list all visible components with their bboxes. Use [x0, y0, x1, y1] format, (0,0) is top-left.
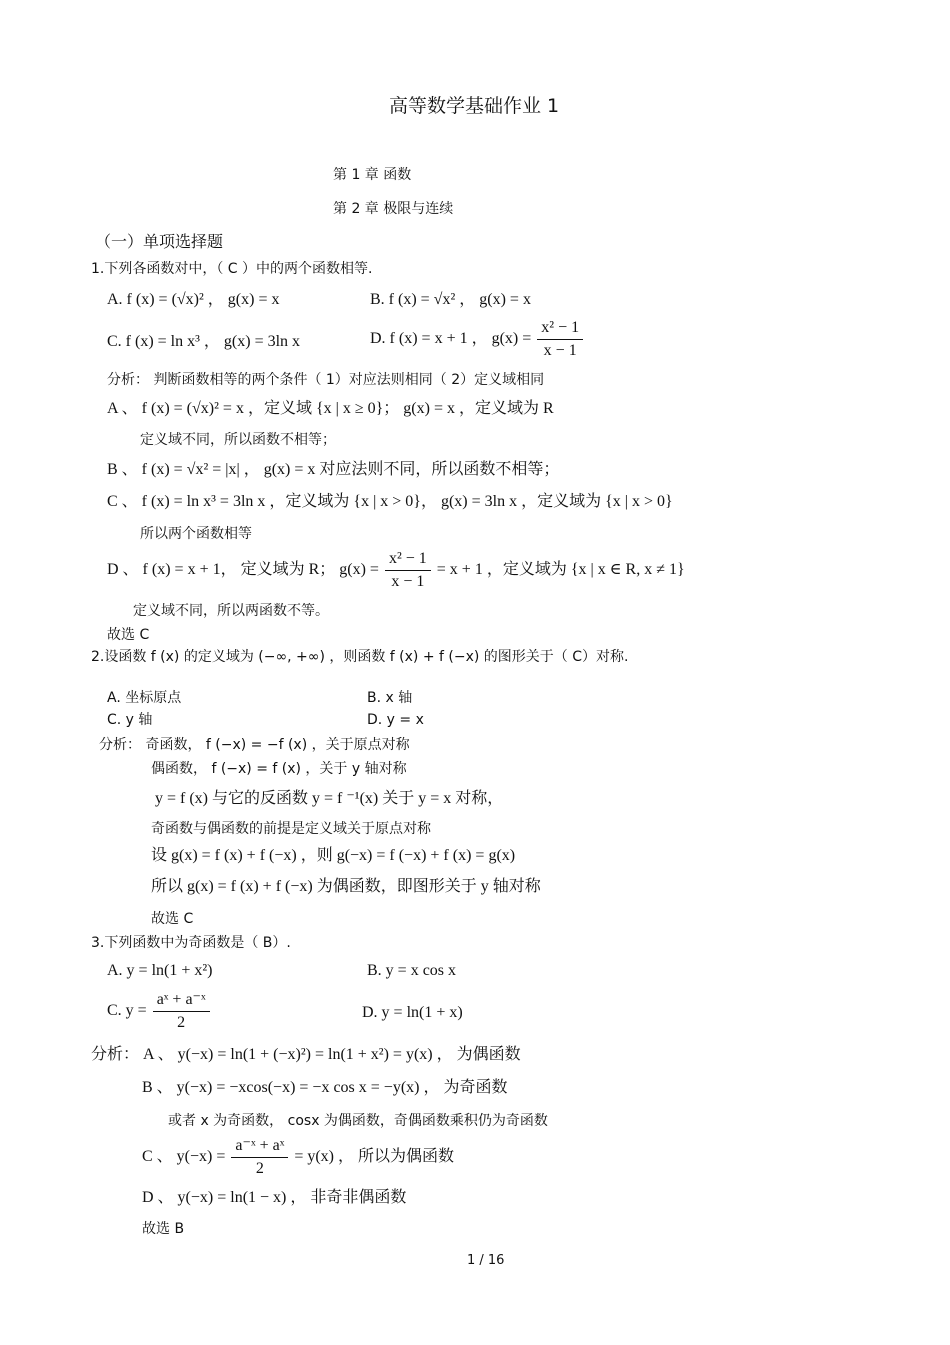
q1-analysis-d-right: = x + 1 ，定义域为 {x | x ∈ R, x ≠ 1}: [436, 561, 685, 579]
q1-option-d: [370, 318, 585, 361]
q3-option-c-denominator: 2: [177, 1014, 186, 1031]
q2-answer: 故选 C: [151, 911, 194, 927]
q2-option-c: C. y 轴: [107, 712, 153, 728]
q1-option-d-denominator: x − 1: [543, 342, 577, 359]
q1-option-d-fraction: [537, 318, 583, 361]
q1-stem: 1.下列各函数对中，（ C ）中的两个函数相等.: [91, 261, 373, 277]
q2-option-b: B. x 轴: [367, 690, 413, 706]
q1-analysis-d-left: D 、 f (x) = x + 1， 定义域为 R； g(x) =: [107, 561, 379, 579]
page-number: 1 / 16: [467, 1253, 505, 1268]
q3-option-a: A. y = ln(1 + x²): [107, 962, 213, 979]
q2-analysis-premise: 奇函数与偶函数的前提是定义域关于原点对称: [151, 821, 431, 837]
section-heading: （一）单项选择题: [95, 232, 224, 251]
q1-option-b: B. f (x) = √x² ， g(x) = x: [370, 291, 531, 308]
q3-analysis-c-numerator: a⁻ˣ + aˣ: [231, 1136, 288, 1158]
q3-analysis-c-left: C 、 y(−x) =: [142, 1148, 226, 1166]
q3-analysis-c-denominator: 2: [255, 1160, 264, 1177]
q1-analysis-d-denominator: x − 1: [391, 573, 425, 590]
q3-analysis-a: 分析： A 、 y(−x) = ln(1 + (−x)²) = ln(1 + x²) = y(x) ， 为偶函数: [91, 1046, 521, 1063]
q3-analysis-c: [142, 1136, 454, 1179]
q2-option-a: A. 坐标原点: [107, 690, 182, 706]
q3-analysis-c-right: = y(x) ， 所以为偶函数: [294, 1148, 454, 1166]
page-title: 高等数学基础作业 1: [389, 95, 560, 117]
q1-analysis-a: A 、 f (x) = (√x)² = x ，定义域 {x | x ≥ 0}； g(x) = x ，定义域为 R: [107, 400, 554, 417]
q3-option-c-left: C. y =: [107, 1002, 147, 1020]
q3-analysis-b: B 、 y(−x) = −xcos(−x) = −x cos x = −y(x) ， 为奇函数: [142, 1079, 508, 1096]
q1-analysis-c: C 、 f (x) = ln x³ = 3ln x ，定义域为 {x | x > 0}， g(x) = 3ln x ，定义域为 {x | x > 0}: [107, 493, 673, 510]
q2-analysis-odd: 分析： 奇函数， f (−x) = −f (x) ，关于原点对称: [99, 737, 410, 753]
q3-option-c: [107, 990, 212, 1033]
q3-option-b: B. y = x cos x: [367, 962, 457, 979]
q2-stem: 2.设函数 f (x) 的定义域为 (−∞, +∞) ，则函数 f (x) + f (−x) 的图形关于（ C）对称.: [91, 649, 629, 665]
q1-analysis-d-numerator: x² − 1: [385, 549, 431, 571]
chapter-2-heading: 第 2 章 极限与连续: [333, 201, 454, 217]
q2-option-d: D. y = x: [367, 712, 424, 728]
q1-analysis-c-note: 所以两个函数相等: [140, 526, 252, 542]
q1-option-d-left: D. f (x) = x + 1 ， g(x) =: [370, 330, 532, 348]
q3-analysis-d: D 、 y(−x) = ln(1 − x) ， 非奇非偶函数: [142, 1189, 407, 1206]
q1-analysis-d-fraction: [385, 549, 431, 592]
q1-option-d-numerator: x² − 1: [537, 318, 583, 340]
q3-option-c-fraction: [153, 990, 210, 1033]
q1-analysis-d-note: 定义域不同，所以两函数不等。: [133, 603, 329, 619]
q2-analysis-inverse: y = f (x) 与它的反函数 y = f ⁻¹(x) 关于 y = x 对称，: [155, 790, 504, 807]
q3-option-d: D. y = ln(1 + x): [362, 1004, 463, 1021]
q2-analysis-even: 偶函数， f (−x) = f (x) ，关于 y 轴对称: [151, 761, 407, 777]
chapter-1-heading: 第 1 章 函数: [333, 167, 412, 183]
q3-stem: 3.下列函数中为奇函数是（ B）.: [91, 935, 291, 951]
q1-option-c: C. f (x) = ln x³ ， g(x) = 3ln x: [107, 333, 301, 350]
q1-analysis: 分析： 判断函数相等的两个条件（ 1）对应法则相同（ 2）定义域相同: [107, 372, 545, 388]
q3-analysis-b-note: 或者 x 为奇函数， cosx 为偶函数，奇偶函数乘积仍为奇函数: [168, 1113, 548, 1129]
q3-analysis-c-fraction: [231, 1136, 288, 1179]
q1-analysis-a-note: 定义域不同，所以函数不相等；: [140, 432, 336, 448]
q1-option-a: A. f (x) = (√x)² ， g(x) = x: [107, 291, 280, 308]
q1-analysis-d: [107, 549, 685, 592]
q2-analysis-define-g: 设 g(x) = f (x) + f (−x) ，则 g(−x) = f (−x) + f (x) = g(x): [151, 847, 516, 864]
q2-analysis-conclusion: 所以 g(x) = f (x) + f (−x) 为偶函数，即图形关于 y 轴对称: [151, 878, 541, 895]
q3-option-c-numerator: aˣ + a⁻ˣ: [153, 990, 210, 1012]
q1-answer: 故选 C: [107, 627, 150, 643]
q3-answer: 故选 B: [142, 1221, 185, 1237]
q1-analysis-b: B 、 f (x) = √x² = |x| ， g(x) = x 对应法则不同，所以函数不相等；: [107, 461, 560, 478]
